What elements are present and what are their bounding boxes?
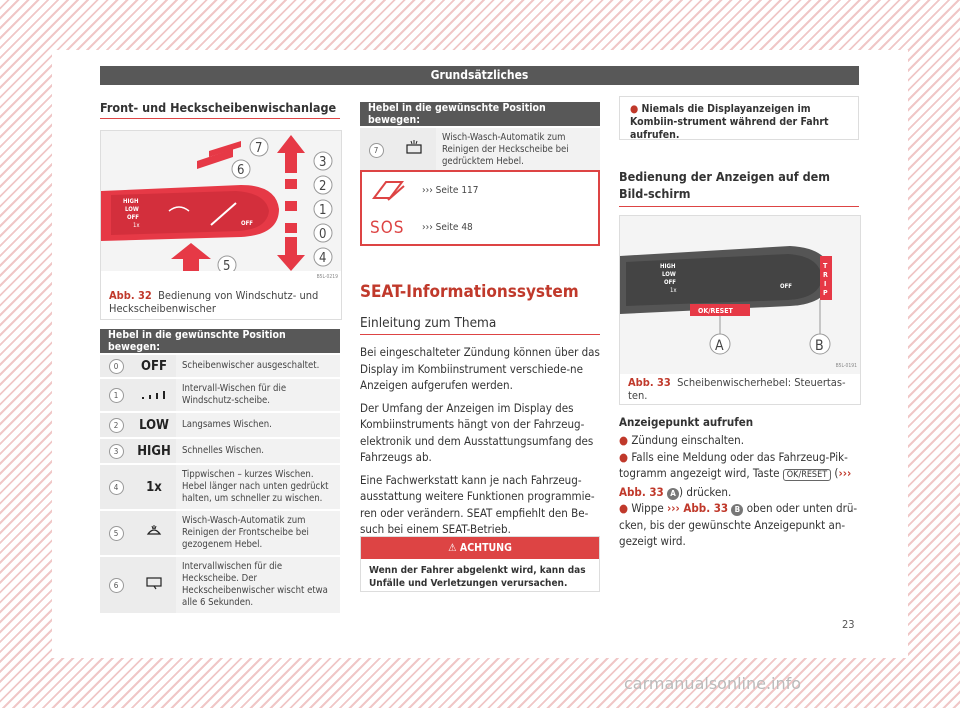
book-icon bbox=[372, 178, 406, 204]
row-text: Scheibenwischer ausgeschaltet. bbox=[176, 354, 340, 378]
trip-letter: P bbox=[823, 289, 828, 297]
warning-text: Wenn der Fahrer abgelenkt wird, kann das Unfälle und Verletzungen verursachen. bbox=[369, 565, 586, 589]
list-item: ● Zündung einschalten. bbox=[619, 433, 744, 447]
reference-box bbox=[360, 170, 600, 246]
list-item: ● Falls eine Meldung oder das Fahrzeug-Pik-togramm angezeigt wird, Taste OK/RESET (››› Abb. 33 A ) drücken. bbox=[619, 449, 852, 499]
row-text: Langsames Wischen. bbox=[176, 412, 340, 438]
callout-3: 3 bbox=[319, 155, 327, 170]
table-row bbox=[100, 438, 340, 464]
ref-link-abb-33[interactable]: ››› Abb. 33 bbox=[619, 466, 852, 499]
callout-1: 1 bbox=[319, 203, 327, 218]
callout-7: 7 bbox=[255, 141, 263, 156]
figure-code: B5L-0219 bbox=[316, 274, 338, 280]
row-number: 4 bbox=[109, 480, 124, 495]
row-number: 7 bbox=[369, 143, 384, 158]
list-item-text: Zündung einschalten. bbox=[631, 433, 744, 447]
row-number: 1 bbox=[109, 388, 124, 403]
section-title-wipers: Front- und Heckscheibenwischanlage bbox=[100, 100, 337, 115]
table-row bbox=[360, 127, 600, 172]
caption-number: Abb. 33 bbox=[628, 376, 671, 389]
page-number: 23 bbox=[842, 618, 855, 631]
list-item: ● Wippe ››› Abb. 33 B oben oder unten drü-cken, bis der gewünschte Anzeigepunkt an-gezeigt wird. bbox=[619, 501, 858, 548]
paragraph: Der Umfang der Anzeigen im Display des Kombiinstruments hängt von der Fahrzeug-elektronik und dem Ausstattungsumfang des Fahrzeugs ab. bbox=[360, 400, 594, 464]
paragraph: Bei eingeschalteter Zündung können über das Display im Kombiinstrument verschiede-ne Anzeigen aufgerufen werden. bbox=[360, 345, 600, 392]
list-item-text: ( bbox=[831, 466, 839, 480]
table-header: Hebel in die gewünschte Position bewegen: bbox=[100, 329, 340, 354]
rear-washer-icon bbox=[405, 140, 423, 156]
row-symbol: 1x bbox=[132, 464, 176, 510]
ref-link-abb-33[interactable]: ››› Abb. 33 bbox=[666, 501, 729, 515]
section-title-display: Bedienung der Anzeigen auf dem Bild-schirm bbox=[619, 169, 830, 201]
ref-link-page-48[interactable]: ››› Seite 48 bbox=[422, 222, 473, 233]
stalk-high-label: HIGH bbox=[660, 263, 676, 270]
table-row bbox=[100, 378, 340, 412]
section-rule bbox=[619, 206, 859, 207]
watermark: carmanualsonline.info bbox=[624, 674, 802, 693]
callout-2: 2 bbox=[319, 179, 327, 194]
position-7-table bbox=[360, 102, 600, 172]
row-number: 2 bbox=[109, 418, 124, 433]
caption-text: Scheibenwischerhebel: Steuertas-ten. bbox=[628, 376, 846, 402]
warning-title: ACHTUNG bbox=[459, 542, 512, 554]
warning-box bbox=[360, 536, 600, 592]
callout-b: B bbox=[815, 338, 824, 354]
stalk-off2-label: OFF bbox=[780, 283, 792, 290]
warning-header bbox=[361, 537, 599, 559]
trip-letter: I bbox=[824, 280, 827, 288]
row-symbol: LOW bbox=[132, 412, 176, 438]
caption-text: Bedienung von Windschutz- und Heckscheibenwischer bbox=[109, 289, 319, 315]
row-symbol: HIGH bbox=[132, 438, 176, 464]
row-text: Wisch-Wasch-Automatik zum Reinigen der Frontscheibe bei gezogenem Hebel. bbox=[176, 510, 340, 556]
row-text: Intervall-Wischen für die Windschutz-scheibe. bbox=[176, 378, 340, 412]
table-row bbox=[100, 412, 340, 438]
stalk-off-label: OFF bbox=[127, 214, 139, 221]
row-text: Tippwischen – kurzes Wischen. Hebel länger nach unten gedrückt halten, um schneller zu wischen. bbox=[176, 464, 340, 510]
wiper-stalk-illustration bbox=[101, 131, 341, 271]
list-title: Anzeigepunkt aufrufen bbox=[619, 415, 754, 429]
section-rule bbox=[100, 118, 340, 119]
callout-a-badge: A bbox=[667, 488, 679, 500]
callout-5: 5 bbox=[223, 259, 231, 271]
row-text: Wisch-Wasch-Automatik zum Reinigen der Heckscheibe bei gedrücktem Hebel. bbox=[436, 127, 600, 172]
row-number: 5 bbox=[109, 526, 124, 541]
trip-letter: T bbox=[823, 262, 828, 270]
warning-bullet-box bbox=[619, 96, 859, 140]
steps-list bbox=[619, 432, 859, 550]
rear-wiper-icon bbox=[145, 576, 163, 590]
figure-code: B5L-0191 bbox=[835, 363, 857, 369]
stalk-off-label: OFF bbox=[664, 279, 676, 286]
stalk-low-label: LOW bbox=[125, 206, 139, 213]
list-item-text: Wippe bbox=[631, 501, 667, 515]
list-item-text: oben oder unten drü-cken, bis der gewünschte Anzeigepunkt an-gezeigt wird. bbox=[619, 501, 858, 548]
figure-caption bbox=[628, 376, 852, 402]
table-row bbox=[100, 510, 340, 556]
row-number: 6 bbox=[109, 578, 124, 593]
list-item-text: Falls eine Meldung oder das Fahrzeug-Pik-togramm angezeigt wird, Taste bbox=[619, 449, 848, 480]
callout-6: 6 bbox=[237, 163, 245, 178]
stalk-low-label: LOW bbox=[662, 271, 676, 278]
subsection-title: Einleitung zum Thema bbox=[360, 315, 497, 331]
stalk-off2-label: OFF bbox=[241, 220, 253, 227]
stalk-high-label: HIGH bbox=[123, 198, 139, 205]
paragraph: Eine Fachwerkstatt kann je nach Fahrzeug-ausstattung weitere Funktionen programmie-ren oder verändern. SEAT empfiehlt den Be-such bei einem SEAT-Betrieb. bbox=[360, 472, 595, 536]
chapter-title: SEAT-Informationssystem bbox=[360, 282, 579, 302]
figure-caption bbox=[109, 289, 333, 315]
ok-reset-key: OK/RESET bbox=[783, 469, 831, 481]
table-row bbox=[100, 464, 340, 510]
pos-2-marker bbox=[285, 179, 297, 189]
list-item-text: ) drücken. bbox=[679, 484, 732, 499]
intermittent-bars-icon bbox=[140, 387, 168, 399]
stalk-once-label: 1x bbox=[670, 287, 677, 294]
table-row bbox=[100, 556, 340, 613]
table-row bbox=[100, 354, 340, 378]
sos-icon: SOS bbox=[370, 218, 405, 238]
subsection-rule bbox=[360, 334, 600, 335]
row-number: 0 bbox=[109, 359, 124, 374]
ref-link-page-117[interactable]: ››› Seite 117 bbox=[422, 185, 479, 196]
callout-b-badge: B bbox=[731, 504, 743, 516]
front-washer-icon bbox=[146, 524, 162, 538]
figure-32 bbox=[100, 130, 342, 320]
caption-number: Abb. 32 bbox=[109, 289, 152, 302]
warning-bullet: ● Niemals die Displayanzeigen im Kombiin-strument während der Fahrt aufrufen. bbox=[630, 103, 829, 141]
pos-1-marker bbox=[285, 201, 297, 211]
pos-0-marker bbox=[285, 223, 297, 233]
figure-33 bbox=[619, 215, 861, 405]
callout-0: 0 bbox=[319, 227, 327, 242]
page-header: Grundsätzliches bbox=[100, 66, 859, 85]
trip-letter: R bbox=[823, 271, 828, 279]
row-text: Schnelles Wischen. bbox=[176, 438, 340, 464]
intro-text bbox=[360, 344, 600, 538]
warning-bullet-text: Niemals die Displayanzeigen im Kombiin-strument während der Fahrt aufrufen. bbox=[630, 103, 829, 141]
callout-4: 4 bbox=[319, 251, 327, 266]
positions-table bbox=[100, 329, 340, 613]
table-header: Hebel in die gewünschte Position bewegen: bbox=[360, 102, 600, 127]
ok-reset-label: OK/RESET bbox=[698, 307, 733, 315]
stalk-controls-illustration bbox=[620, 216, 860, 374]
row-text: Intervallwischen für die Heckscheibe. Der Heckscheibenwischer wischt etwa alle 6 Sekunden. bbox=[176, 556, 340, 613]
row-number: 3 bbox=[109, 444, 124, 459]
stalk-once-label: 1x bbox=[133, 222, 140, 229]
callout-a: A bbox=[715, 338, 724, 354]
row-symbol: OFF bbox=[132, 354, 176, 378]
warning-triangle-icon: ⚠ bbox=[448, 542, 457, 554]
